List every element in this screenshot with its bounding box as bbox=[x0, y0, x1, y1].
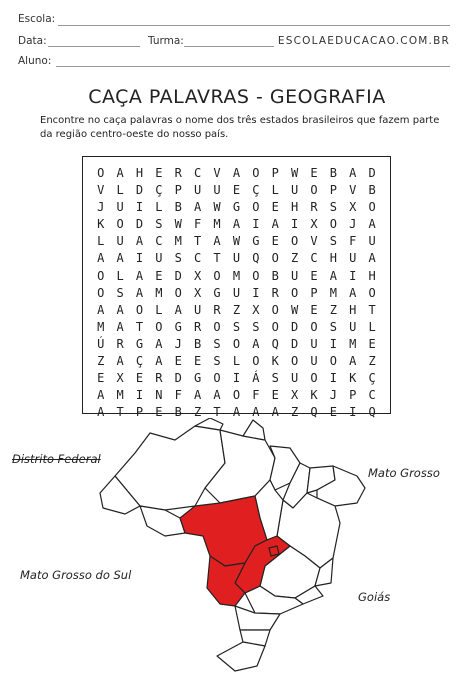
grid-letter[interactable]: O bbox=[213, 371, 221, 386]
grid-letter[interactable]: A bbox=[329, 268, 337, 283]
state-amapa bbox=[243, 420, 265, 440]
grid-letter[interactable]: I bbox=[329, 336, 337, 351]
grid-letter[interactable]: O bbox=[213, 268, 221, 283]
grid-letter[interactable]: O bbox=[310, 371, 318, 386]
grid-letter[interactable]: H bbox=[329, 251, 337, 266]
grid-letter[interactable]: L bbox=[271, 183, 279, 198]
grid-letter[interactable]: M bbox=[155, 285, 163, 300]
turma-line[interactable] bbox=[184, 46, 274, 47]
grid-letter[interactable]: U bbox=[310, 336, 318, 351]
grid-letter[interactable]: A bbox=[97, 251, 105, 266]
grid-letter[interactable]: S bbox=[213, 336, 221, 351]
grid-letter[interactable]: U bbox=[290, 268, 299, 283]
grid-letter[interactable]: U bbox=[290, 371, 299, 386]
grid-letter[interactable]: E bbox=[194, 354, 202, 369]
grid-letter[interactable]: W bbox=[174, 217, 182, 232]
grid-letter[interactable]: A bbox=[155, 354, 163, 369]
grid-letter[interactable]: W bbox=[290, 302, 299, 317]
state-rio-grande-do-sul bbox=[217, 642, 265, 671]
grid-letter[interactable]: P bbox=[135, 405, 144, 420]
grid-letter[interactable]: Ç bbox=[135, 354, 144, 369]
grid-letter[interactable]: E bbox=[329, 405, 337, 420]
grid-letter[interactable]: O bbox=[155, 319, 163, 334]
grid-letter[interactable]: N bbox=[155, 388, 163, 403]
grid-letter[interactable]: I bbox=[252, 217, 260, 232]
grid-letter[interactable]: L bbox=[97, 234, 105, 249]
grid-letter[interactable]: O bbox=[368, 200, 376, 215]
grid-letter[interactable]: M bbox=[329, 285, 337, 300]
grid-letter[interactable]: A bbox=[213, 388, 221, 403]
grid-letter[interactable]: C bbox=[194, 166, 202, 180]
grid-letter[interactable]: G bbox=[135, 336, 144, 351]
grid-letter[interactable]: E bbox=[310, 302, 318, 317]
grid-letter[interactable]: U bbox=[213, 183, 221, 198]
grid-letter[interactable]: A bbox=[213, 234, 221, 249]
grid-letter[interactable]: O bbox=[310, 183, 318, 198]
grid-letter[interactable]: F bbox=[349, 234, 357, 249]
grid-letter[interactable]: W bbox=[213, 200, 221, 215]
grid-letter[interactable]: X bbox=[310, 217, 318, 232]
grid-letter[interactable]: M bbox=[174, 234, 182, 249]
grid-letter[interactable]: K bbox=[271, 354, 279, 369]
grid-letter[interactable]: S bbox=[329, 200, 337, 215]
grid-letter[interactable]: K bbox=[310, 388, 318, 403]
grid-letter[interactable]: R bbox=[174, 166, 182, 180]
grid-letter[interactable]: O bbox=[252, 166, 260, 180]
grid-letter[interactable]: O bbox=[271, 251, 279, 266]
grid-letter[interactable]: S bbox=[213, 354, 221, 369]
grid-letter[interactable]: A bbox=[271, 217, 279, 232]
grid-letter[interactable]: U bbox=[310, 354, 318, 369]
grid-letter[interactable]: I bbox=[135, 251, 144, 266]
brazil-map bbox=[95, 418, 375, 673]
grid-letter[interactable]: W bbox=[290, 166, 299, 180]
grid-letter[interactable]: I bbox=[349, 405, 357, 420]
grid-letter[interactable]: I bbox=[252, 285, 260, 300]
grid-letter[interactable]: H bbox=[349, 302, 357, 317]
grid-letter[interactable]: U bbox=[368, 234, 376, 249]
grid-letter[interactable]: A bbox=[135, 268, 144, 283]
grid-letter[interactable]: O bbox=[329, 354, 337, 369]
grid-letter[interactable]: T bbox=[116, 405, 124, 420]
grid-letter[interactable]: Z bbox=[232, 302, 241, 317]
page-title: CAÇA PALAVRAS - GEOGRAFIA bbox=[88, 86, 386, 108]
grid-letter[interactable]: O bbox=[116, 217, 124, 232]
grid-letter[interactable]: D bbox=[174, 371, 182, 386]
grid-letter[interactable]: B bbox=[368, 183, 376, 198]
grid-letter[interactable]: D bbox=[135, 217, 144, 232]
grid-letter[interactable]: X bbox=[252, 302, 260, 317]
grid-letter[interactable]: Q bbox=[252, 251, 260, 266]
grid-letter[interactable]: V bbox=[213, 166, 221, 180]
grid-letter[interactable]: T bbox=[213, 405, 221, 420]
grid-letter[interactable]: A bbox=[97, 388, 105, 403]
grid-letter[interactable]: I bbox=[135, 388, 144, 403]
site-name: ESCOLAEDUCACAO.COM.BR bbox=[277, 35, 450, 47]
grid-letter[interactable]: O bbox=[290, 354, 299, 369]
label-mato-grosso-do-sul: Mato Grosso do Sul bbox=[20, 568, 132, 582]
grid-letter[interactable]: U bbox=[232, 285, 241, 300]
grid-letter[interactable]: H bbox=[135, 166, 144, 180]
grid-letter[interactable]: J bbox=[329, 388, 337, 403]
grid-letter[interactable]: A bbox=[194, 388, 202, 403]
grid-letter[interactable]: Á bbox=[252, 371, 260, 386]
grid-letter[interactable]: U bbox=[155, 251, 163, 266]
grid-letter[interactable]: A bbox=[135, 234, 144, 249]
grid-letter[interactable]: U bbox=[290, 183, 299, 198]
grid-letter[interactable]: L bbox=[155, 302, 163, 317]
grid-letter[interactable]: V bbox=[349, 183, 357, 198]
grid-letter[interactable]: E bbox=[368, 336, 376, 351]
grid-letter[interactable]: E bbox=[310, 166, 318, 180]
aluno-line[interactable] bbox=[56, 66, 450, 67]
grid-letter[interactable]: G bbox=[213, 285, 221, 300]
grid-letter[interactable]: A bbox=[116, 302, 124, 317]
grid-letter[interactable]: Z bbox=[97, 354, 105, 369]
grid-letter[interactable]: T bbox=[213, 251, 221, 266]
grid-letter[interactable]: P bbox=[349, 388, 357, 403]
grid-letter[interactable]: U bbox=[232, 251, 241, 266]
grid-letter[interactable]: I bbox=[329, 371, 337, 386]
grid-letter[interactable]: X bbox=[349, 200, 357, 215]
grid-letter[interactable]: S bbox=[155, 217, 163, 232]
grid-letter[interactable]: L bbox=[116, 268, 124, 283]
grid-letter[interactable]: E bbox=[271, 200, 279, 215]
grid-letter[interactable]: U bbox=[194, 302, 202, 317]
grid-letter[interactable]: O bbox=[97, 268, 105, 283]
grid-letter[interactable]: A bbox=[116, 354, 124, 369]
grid-letter[interactable]: Z bbox=[368, 354, 376, 369]
grid-letter[interactable]: A bbox=[252, 405, 260, 420]
grid-letter[interactable]: O bbox=[290, 234, 299, 249]
grid-letter[interactable]: K bbox=[97, 217, 105, 232]
grid-letter[interactable]: O bbox=[252, 354, 260, 369]
grid-letter[interactable]: C bbox=[155, 234, 163, 249]
grid-letter[interactable]: T bbox=[368, 302, 376, 317]
grid-letter[interactable]: E bbox=[174, 354, 182, 369]
grid-letter[interactable]: S bbox=[174, 251, 182, 266]
grid-letter[interactable]: Q bbox=[271, 336, 279, 351]
grid-letter[interactable]: S bbox=[329, 319, 337, 334]
label-goias: Goiás bbox=[358, 590, 391, 604]
label-distrito-federal: Distrito Federal bbox=[12, 452, 101, 466]
grid-letter[interactable]: D bbox=[290, 336, 299, 351]
grid-letter[interactable]: Ç bbox=[368, 371, 376, 386]
grid-letter[interactable]: R bbox=[116, 336, 124, 351]
grid-letter[interactable]: J bbox=[349, 217, 357, 232]
grid-letter[interactable]: E bbox=[155, 166, 163, 180]
grid-letter[interactable]: R bbox=[310, 200, 318, 215]
grid-letter[interactable]: R bbox=[213, 302, 221, 317]
grid-letter[interactable]: E bbox=[310, 268, 318, 283]
grid-letter[interactable]: D bbox=[290, 319, 299, 334]
grid-letter[interactable]: E bbox=[232, 183, 241, 198]
grid-letter[interactable]: J bbox=[97, 200, 105, 215]
grid-letter[interactable]: O bbox=[232, 336, 241, 351]
grid-letter[interactable]: A bbox=[252, 336, 260, 351]
aluno-label: Aluno: bbox=[18, 55, 52, 67]
grid-letter[interactable]: A bbox=[155, 336, 163, 351]
grid-letter[interactable]: T bbox=[135, 319, 144, 334]
data-label: Data: bbox=[18, 35, 47, 47]
grid-letter[interactable]: L bbox=[155, 200, 163, 215]
state-rondonia bbox=[140, 506, 185, 536]
grid-letter[interactable]: O bbox=[213, 319, 221, 334]
grid-letter[interactable]: A bbox=[232, 405, 241, 420]
grid-letter[interactable]: H bbox=[368, 268, 376, 283]
grid-letter[interactable]: F bbox=[174, 388, 182, 403]
grid-letter[interactable]: U bbox=[116, 200, 124, 215]
grid-letter[interactable]: E bbox=[97, 371, 105, 386]
data-line[interactable] bbox=[48, 46, 140, 47]
grid-letter[interactable]: Z bbox=[290, 405, 299, 420]
grid-letter[interactable]: B bbox=[271, 268, 279, 283]
grid-letter[interactable]: C bbox=[368, 388, 376, 403]
grid-letter[interactable]: G bbox=[174, 319, 182, 334]
grid-letter[interactable]: A bbox=[194, 200, 202, 215]
grid-letter[interactable]: M bbox=[213, 217, 221, 232]
grid-letter[interactable]: U bbox=[349, 319, 357, 334]
grid-letter[interactable]: X bbox=[194, 268, 202, 283]
instructions: Encontre no caça palavras o nome dos três estados brasileiros que fazem parte da região centro-oeste do nosso país. bbox=[40, 115, 440, 140]
grid-letter[interactable]: G bbox=[194, 371, 202, 386]
grid-letter[interactable]: F bbox=[252, 388, 260, 403]
word-search-box bbox=[82, 156, 391, 420]
grid-letter[interactable]: Q bbox=[310, 405, 318, 420]
grid-letter[interactable]: Z bbox=[329, 302, 337, 317]
grid-letter[interactable]: A bbox=[232, 217, 241, 232]
grid-letter[interactable]: S bbox=[232, 319, 241, 334]
grid-letter[interactable]: P bbox=[329, 183, 337, 198]
grid-letter[interactable]: I bbox=[349, 268, 357, 283]
grid-letter[interactable]: B bbox=[174, 405, 182, 420]
grid-letter[interactable]: L bbox=[368, 319, 376, 334]
grid-letter[interactable]: A bbox=[349, 166, 357, 180]
grid-letter[interactable]: O bbox=[271, 302, 279, 317]
grid-letter[interactable]: O bbox=[290, 285, 299, 300]
grid-letter[interactable]: B bbox=[329, 166, 337, 180]
grid-letter[interactable]: C bbox=[310, 251, 318, 266]
grid-letter[interactable]: R bbox=[194, 319, 202, 334]
grid-letter[interactable]: L bbox=[116, 183, 124, 198]
grid-letter[interactable]: M bbox=[116, 388, 124, 403]
grid-letter[interactable]: K bbox=[349, 371, 357, 386]
grid-letter[interactable]: I bbox=[290, 217, 299, 232]
grid-letter[interactable]: S bbox=[329, 234, 337, 249]
grid-letter[interactable]: X bbox=[194, 285, 202, 300]
grid-letter[interactable]: A bbox=[232, 166, 241, 180]
grid-letter[interactable]: Z bbox=[290, 251, 299, 266]
grid-letter[interactable]: A bbox=[271, 405, 279, 420]
grid-letter[interactable]: X bbox=[290, 388, 299, 403]
grid-letter[interactable]: U bbox=[116, 234, 124, 249]
grid-letter[interactable]: B bbox=[194, 336, 202, 351]
grid-letter[interactable]: F bbox=[194, 217, 202, 232]
grid-letter[interactable]: O bbox=[135, 302, 144, 317]
grid-letter[interactable]: E bbox=[271, 388, 279, 403]
grid-letter[interactable]: W bbox=[232, 234, 241, 249]
grid-letter[interactable]: A bbox=[368, 217, 376, 232]
grid-letter[interactable]: O bbox=[97, 166, 105, 180]
grid-letter[interactable]: Q bbox=[368, 405, 376, 420]
grid-letter[interactable]: A bbox=[97, 405, 105, 420]
grid-letter[interactable]: X bbox=[116, 371, 124, 386]
grid-letter[interactable]: A bbox=[135, 285, 144, 300]
grid-letter[interactable]: P bbox=[271, 166, 279, 180]
grid-letter[interactable]: C bbox=[194, 251, 202, 266]
grid-letter[interactable]: A bbox=[349, 354, 357, 369]
grid-letter[interactable]: A bbox=[174, 302, 182, 317]
grid-letter[interactable]: L bbox=[232, 354, 241, 369]
grid-letter[interactable]: M bbox=[97, 319, 105, 334]
grid-letter[interactable]: Ç bbox=[155, 183, 163, 198]
grid-letter[interactable]: S bbox=[116, 285, 124, 300]
word-search-grid bbox=[91, 165, 382, 421]
grid-letter[interactable]: M bbox=[232, 268, 241, 283]
grid-letter[interactable]: D bbox=[135, 183, 144, 198]
grid-letter[interactable]: D bbox=[174, 268, 182, 283]
grid-letter[interactable]: A bbox=[97, 302, 105, 317]
grid-letter[interactable]: V bbox=[97, 183, 105, 198]
turma-label: Turma: bbox=[148, 35, 184, 47]
grid-letter[interactable]: U bbox=[194, 183, 202, 198]
grid-letter[interactable]: E bbox=[155, 405, 163, 420]
grid-letter[interactable]: B bbox=[174, 200, 182, 215]
grid-letter[interactable]: A bbox=[116, 319, 124, 334]
grid-letter[interactable]: Z bbox=[194, 405, 202, 420]
grid-letter[interactable]: O bbox=[271, 319, 279, 334]
state-distrito-federal bbox=[269, 546, 279, 556]
grid-letter[interactable]: R bbox=[155, 371, 163, 386]
grid-letter[interactable]: A bbox=[116, 166, 124, 180]
grid-letter[interactable]: Ç bbox=[252, 183, 260, 198]
grid-letter[interactable]: P bbox=[174, 183, 182, 198]
grid-letter[interactable]: I bbox=[232, 371, 241, 386]
grid-letter[interactable]: U bbox=[349, 251, 357, 266]
grid-letter[interactable]: E bbox=[271, 234, 279, 249]
grid-letter[interactable]: S bbox=[271, 371, 279, 386]
grid-letter[interactable]: Ú bbox=[97, 336, 105, 351]
grid-letter[interactable]: A bbox=[368, 251, 376, 266]
grid-letter[interactable]: O bbox=[310, 319, 318, 334]
grid-letter[interactable]: O bbox=[368, 285, 376, 300]
grid-letter[interactable]: S bbox=[252, 319, 260, 334]
grid-letter[interactable]: O bbox=[329, 217, 337, 232]
escola-line[interactable] bbox=[58, 25, 450, 26]
grid-letter[interactable]: P bbox=[310, 285, 318, 300]
grid-letter[interactable]: O bbox=[97, 285, 105, 300]
grid-letter[interactable]: O bbox=[252, 268, 260, 283]
grid-letter[interactable]: O bbox=[252, 200, 260, 215]
grid-letter[interactable]: R bbox=[271, 285, 279, 300]
grid-letter[interactable]: E bbox=[135, 371, 144, 386]
grid-letter[interactable]: D bbox=[368, 166, 376, 180]
label-mato-grosso: Mato Grosso bbox=[368, 466, 440, 480]
grid-letter[interactable]: I bbox=[135, 200, 144, 215]
grid-letter[interactable]: E bbox=[155, 268, 163, 283]
escola-label: Escola: bbox=[18, 13, 56, 25]
grid-letter[interactable]: A bbox=[349, 285, 357, 300]
grid-letter[interactable]: V bbox=[310, 234, 318, 249]
grid-letter[interactable]: M bbox=[349, 336, 357, 351]
grid-letter[interactable]: O bbox=[232, 388, 241, 403]
grid-letter[interactable]: J bbox=[174, 336, 182, 351]
grid-letter[interactable]: G bbox=[252, 234, 260, 249]
grid-letter[interactable]: H bbox=[290, 200, 299, 215]
grid-letter[interactable]: G bbox=[232, 200, 241, 215]
grid-letter[interactable]: A bbox=[116, 251, 124, 266]
grid-letter[interactable]: T bbox=[194, 234, 202, 249]
grid-letter[interactable]: O bbox=[174, 285, 182, 300]
